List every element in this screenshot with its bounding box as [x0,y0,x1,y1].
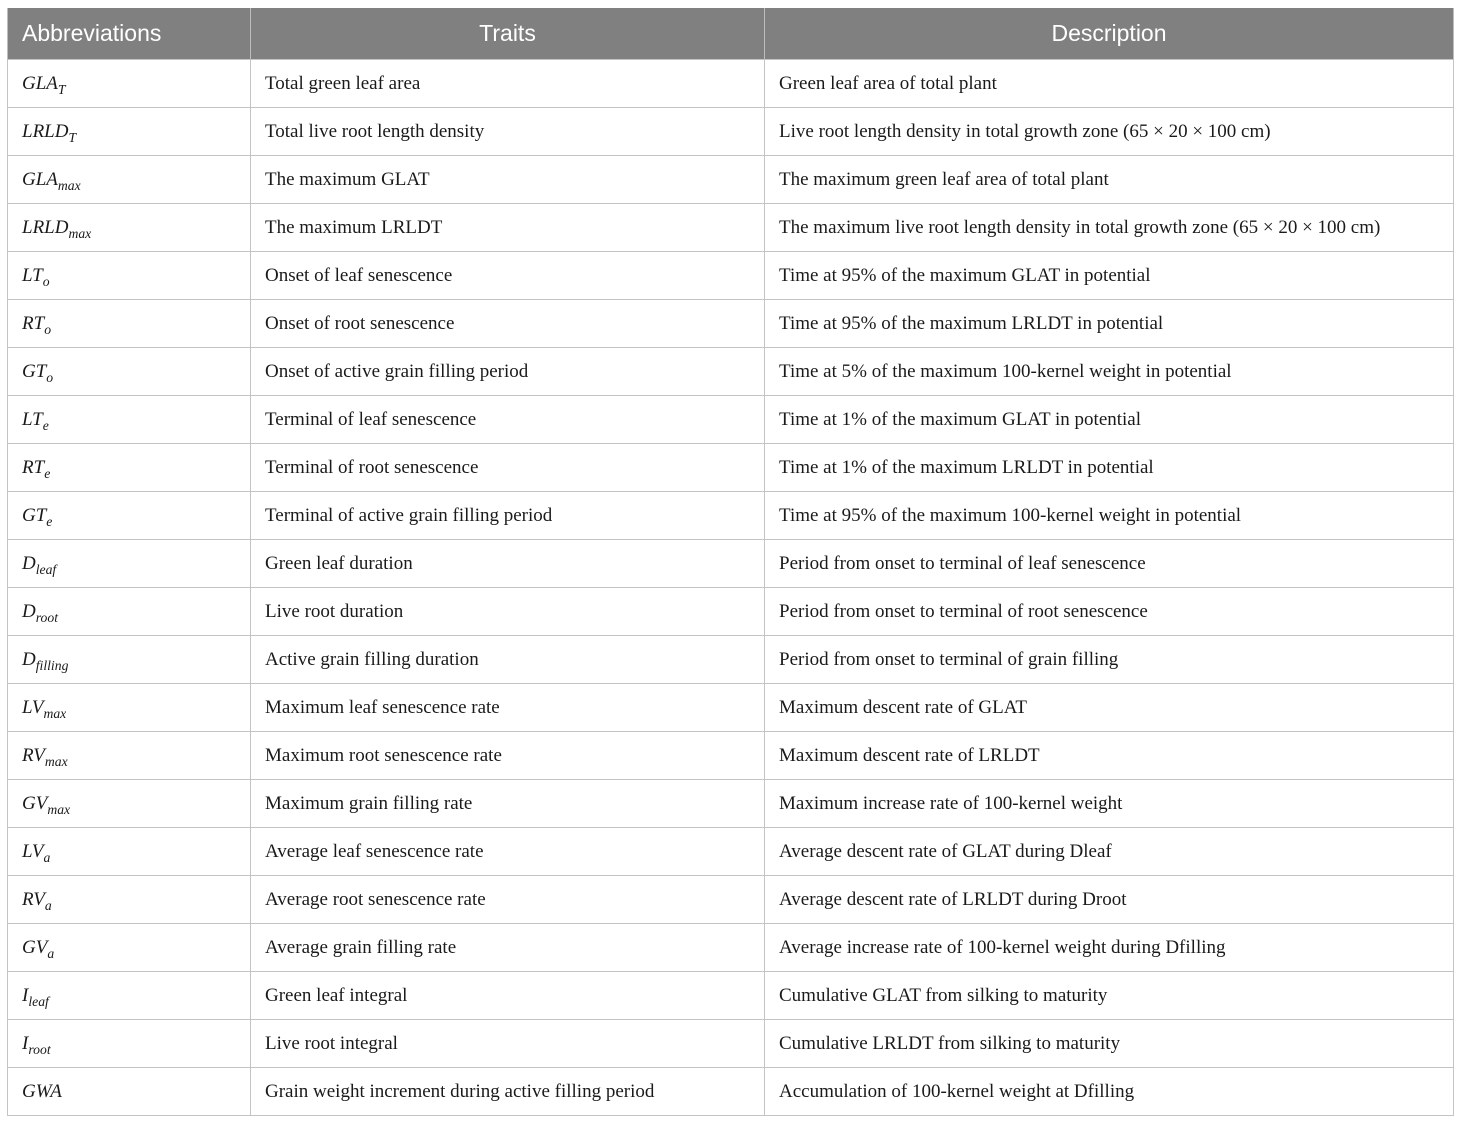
abbreviation-base: I [22,1032,29,1054]
abbreviation-subscript: e [46,513,53,529]
trait-cell: Total green leaf area [251,60,765,108]
abbreviation-subscript: leaf [28,993,49,1009]
abbreviation-subscript: a [44,897,52,913]
description-cell: Time at 1% of the maximum LRLDT in potential [765,444,1454,492]
trait-cell: Terminal of active grain filling period [251,492,765,540]
description-cell: Time at 95% of the maximum 100-kernel weight in potential [765,492,1454,540]
header-row [8,8,1454,60]
abbreviation-base: GT [22,504,47,526]
abbreviation-subscript: leaf [35,561,57,577]
table-row [8,348,1454,396]
trait-cell: Total live root length density [251,108,765,156]
table-row [8,588,1454,636]
abbreviation-subscript: root [35,609,59,625]
abbreviation-base: RV [22,888,45,910]
trait-cell: Onset of root senescence [251,300,765,348]
trait-cell: Average leaf senescence rate [251,828,765,876]
trait-cell: Onset of active grain filling period [251,348,765,396]
description-cell: Average descent rate of GLAT during Dleaf [765,828,1454,876]
trait-cell: Live root duration [251,588,765,636]
abbreviation-cell [8,492,251,540]
abbreviation-base: GWA [22,1080,62,1102]
trait-cell: The maximum LRLDT [251,204,765,252]
description-cell: Maximum descent rate of GLAT [765,684,1454,732]
table-row [8,540,1454,588]
abbreviation-subscript: a [43,849,51,865]
trait-cell: Onset of leaf senescence [251,252,765,300]
abbreviation-subscript: filling [35,657,69,673]
trait-cell: Green leaf duration [251,540,765,588]
abbreviation-subscript: max [57,177,81,193]
table-row [8,396,1454,444]
abbreviation-cell [8,204,251,252]
table-row [8,300,1454,348]
abbreviation-base: D [22,600,36,622]
abbreviation-cell [8,732,251,780]
abbreviation-cell [8,396,251,444]
table-row [8,876,1454,924]
description-cell: Live root length density in total growth zone (65 × 20 × 100 cm) [765,108,1454,156]
trait-cell: Average root senescence rate [251,876,765,924]
abbreviation-base: GLA [22,168,58,190]
table-row [8,492,1454,540]
abbreviation-cell [8,636,251,684]
table-row [8,444,1454,492]
table-row [8,252,1454,300]
abbreviation-subscript: max [68,225,92,241]
abbreviation-cell [8,60,251,108]
abbreviation-subscript: T [57,81,66,97]
trait-cell: Maximum leaf senescence rate [251,684,765,732]
description-cell: Average increase rate of 100-kernel weight during Dfilling [765,924,1454,972]
abbreviation-base: D [22,552,36,574]
description-cell: Cumulative LRLDT from silking to maturity [765,1020,1454,1068]
header-abbreviations: Abbreviations [8,8,251,60]
abbreviation-base: GV [22,792,48,814]
trait-cell: Maximum root senescence rate [251,732,765,780]
description-cell: Maximum increase rate of 100-kernel weight [765,780,1454,828]
abbreviation-subscript: o [42,273,50,289]
table-row [8,828,1454,876]
abbreviation-cell [8,444,251,492]
abbreviation-subscript: root [28,1041,51,1057]
trait-cell: Grain weight increment during active filling period [251,1068,765,1116]
abbreviation-cell [8,1068,251,1116]
abbreviation-base: LT [22,264,43,286]
description-cell: Time at 95% of the maximum GLAT in potential [765,252,1454,300]
table-row [8,636,1454,684]
table-row [8,780,1454,828]
abbreviation-cell [8,348,251,396]
header-traits: Traits [251,8,765,60]
trait-cell: Active grain filling duration [251,636,765,684]
abbreviation-base: RT [22,312,45,334]
trait-cell: Live root integral [251,1020,765,1068]
abbreviation-cell [8,540,251,588]
trait-cell: Average grain filling rate [251,924,765,972]
abbreviation-cell [8,300,251,348]
description-cell: Green leaf area of total plant [765,60,1454,108]
abbreviation-cell [8,780,251,828]
table-row [8,60,1454,108]
table-header [8,8,1454,60]
table-row [8,1068,1454,1116]
table-row [8,156,1454,204]
abbreviation-base: GV [22,936,48,958]
abbreviation-subscript: max [47,801,71,817]
table-row [8,204,1454,252]
abbreviation-base: LRLD [22,216,69,238]
description-cell: Cumulative GLAT from silking to maturity [765,972,1454,1020]
abbreviation-subscript: o [46,369,54,385]
trait-cell: Terminal of root senescence [251,444,765,492]
abbreviation-cell [8,924,251,972]
abbreviation-cell [8,1020,251,1068]
table-body [8,60,1454,1116]
table-row [8,924,1454,972]
trait-cell: Terminal of leaf senescence [251,396,765,444]
abbreviation-base: RT [22,456,45,478]
abbreviation-subscript: o [44,321,52,337]
description-cell: Period from onset to terminal of leaf senescence [765,540,1454,588]
abbreviation-base: D [22,648,36,670]
abbreviation-subscript: e [44,465,51,481]
description-cell: Accumulation of 100-kernel weight at Dfilling [765,1068,1454,1116]
description-cell: Time at 5% of the maximum 100-kernel weight in potential [765,348,1454,396]
abbreviation-cell [8,156,251,204]
table-row [8,108,1454,156]
description-cell: Period from onset to terminal of grain filling [765,636,1454,684]
abbreviation-subscript: a [47,945,55,961]
description-cell: Period from onset to terminal of root senescence [765,588,1454,636]
description-cell: The maximum live root length density in total growth zone (65 × 20 × 100 cm) [765,204,1454,252]
abbreviation-base: GLA [22,72,58,94]
traits-table [7,8,1454,1116]
abbreviation-cell [8,828,251,876]
abbreviation-subscript: e [42,417,49,433]
abbreviation-cell [8,876,251,924]
description-cell: Time at 95% of the maximum LRLDT in potential [765,300,1454,348]
abbreviation-cell [8,972,251,1020]
table-row [8,684,1454,732]
abbreviation-cell [8,252,251,300]
abbreviation-cell [8,588,251,636]
abbreviation-base: LT [22,408,43,430]
description-cell: Time at 1% of the maximum GLAT in potential [765,396,1454,444]
table-row [8,1020,1454,1068]
trait-cell: Maximum grain filling rate [251,780,765,828]
abbreviation-base: LV [22,840,44,862]
table-row [8,972,1454,1020]
abbreviation-subscript: T [68,129,77,145]
abbreviation-subscript: max [43,705,67,721]
abbreviation-subscript: max [44,753,68,769]
trait-cell: Green leaf integral [251,972,765,1020]
abbreviation-base: GT [22,360,47,382]
abbreviation-base: LRLD [22,120,69,142]
description-cell: The maximum green leaf area of total plant [765,156,1454,204]
abbreviation-base: I [22,984,29,1006]
description-cell: Average descent rate of LRLDT during Droot [765,876,1454,924]
abbreviation-base: LV [22,696,44,718]
table-row [8,732,1454,780]
header-description: Description [765,8,1454,60]
trait-cell: The maximum GLAT [251,156,765,204]
abbreviation-cell [8,108,251,156]
abbreviation-cell [8,684,251,732]
abbreviation-base: RV [22,744,45,766]
description-cell: Maximum descent rate of LRLDT [765,732,1454,780]
